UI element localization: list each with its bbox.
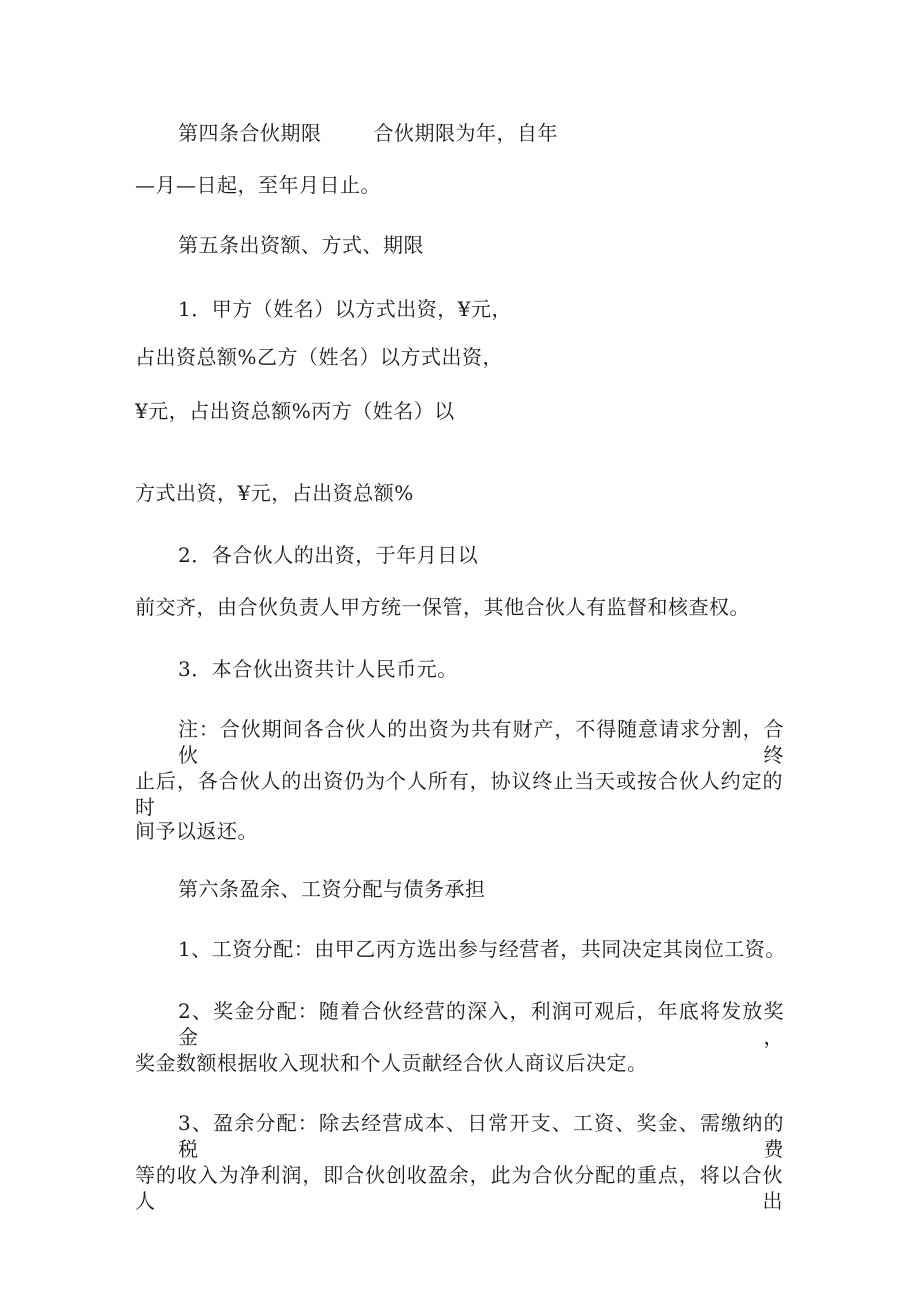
note-line-1: 注：合伙期间各合伙人的出资为共有财产，不得随意请求分割，合伙终 bbox=[178, 717, 784, 767]
article-6-item-2-line-2: 奖金数额根据收入现状和个人贡献经合伙人商议后决定。 bbox=[135, 1051, 648, 1075]
article-5-item-2-line-1: 2．各合伙人的出资，于年月日以 bbox=[178, 543, 479, 567]
note-line-3: 间予以返还。 bbox=[135, 819, 258, 843]
article-4-line bbox=[178, 120, 558, 146]
article-5-item-1-line-3: ¥元，占出资总额%丙方（姓名）以 bbox=[135, 399, 455, 423]
article-4-dates: —月—日起，至年月日止。 bbox=[135, 173, 381, 197]
article-6-item-1: 1、工资分配：由甲乙丙方选出参与经营者，共同决定其岗位工资。 bbox=[178, 937, 786, 961]
article-5-item-3: 3．本合伙出资共计人民币元。 bbox=[178, 657, 458, 681]
article-5-item-1-line-4: 方式出资，¥元，占出资总额% bbox=[135, 481, 414, 505]
article-6-heading: 第六条盈余、工资分配与债务承担 bbox=[178, 877, 486, 901]
article-4-heading: 第四条合伙期限 bbox=[178, 121, 322, 145]
article-6-item-3-line-2: 等的收入为净利润，即合伙创收盈余，此为合伙分配的重点，将以合伙人出 bbox=[135, 1163, 783, 1213]
note-line-2: 止后，各合伙人的出资仍为个人所有，协议终止当天或按合伙人约定的时 bbox=[135, 769, 783, 819]
article-5-item-2-line-2: 前交齐，由合伙负责人甲方统一保管，其他合伙人有监督和核查权。 bbox=[135, 595, 750, 619]
article-5-item-1-line-2: 占出资总额%乙方（姓名）以方式出资， bbox=[135, 345, 504, 369]
article-5-heading: 第五条出资额、方式、期限 bbox=[178, 233, 424, 257]
article-6-item-2-line-1: 2、奖金分配：随着合伙经营的深入，利润可观后，年底将发放奖金， bbox=[178, 999, 784, 1049]
article-4-term-text: 合伙期限为年，自年 bbox=[373, 121, 558, 145]
article-6-item-3-line-1: 3、盈余分配：除去经营成本、日常开支、工资、奖金、需缴纳的税费 bbox=[178, 1111, 784, 1161]
article-5-item-1-line-1: 1．甲方（姓名）以方式出资，¥元， bbox=[178, 297, 512, 321]
